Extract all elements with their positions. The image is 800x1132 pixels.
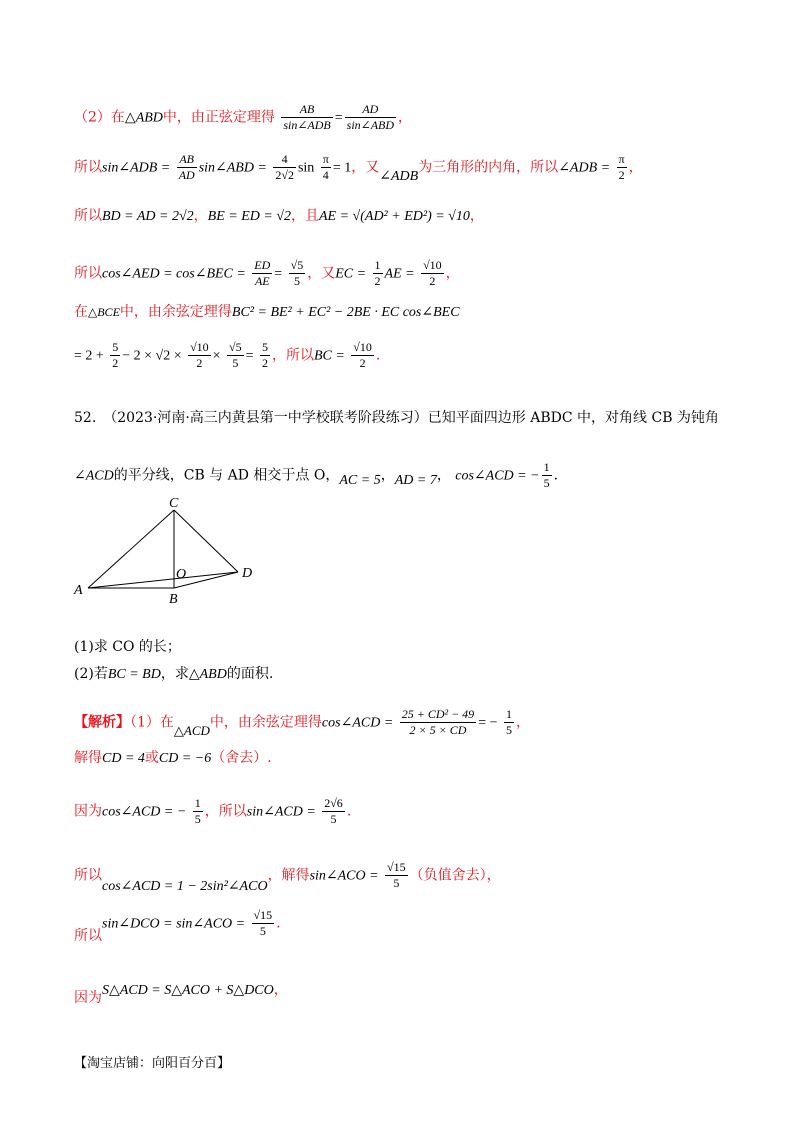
- denominator: 2: [618, 168, 625, 182]
- text: ，: [273, 982, 288, 998]
- text: 的平分线，CB 与 AD 相交于点 O，: [113, 467, 340, 484]
- text: 因为: [74, 990, 102, 1006]
- text: 所以: [74, 159, 102, 176]
- denominator: 2: [374, 274, 381, 288]
- solution-line2: [74, 748, 272, 769]
- text: ，所以: [204, 803, 247, 820]
- text: 的面积.: [226, 666, 274, 682]
- math: AD = 7: [394, 472, 437, 488]
- numerator: 1: [194, 796, 201, 810]
- denominator: 2: [429, 274, 436, 288]
- math: AC = 5: [339, 472, 381, 488]
- question-2: [74, 664, 273, 685]
- fraction: [188, 340, 211, 371]
- math: sin∠ABD =: [198, 160, 267, 176]
- text: （1）在: [130, 714, 174, 731]
- fraction: [351, 340, 374, 371]
- label-C: C: [169, 496, 179, 511]
- text: .: [276, 915, 281, 932]
- numerator: √10: [353, 340, 372, 354]
- text: （2）在: [74, 109, 125, 126]
- denominator: 5: [505, 723, 512, 737]
- denominator: 2: [359, 356, 366, 370]
- denominator: 2: [196, 356, 203, 370]
- numerator: 1: [374, 258, 381, 272]
- denominator: 2 × 5 × CD: [409, 723, 467, 737]
- text: 中，由余弦定理得: [209, 714, 322, 731]
- numerator: √5: [229, 340, 242, 354]
- denominator: AE: [254, 274, 270, 288]
- fraction: [110, 340, 120, 371]
- math: BC² = BE² + EC² − 2BE · EC cos∠BEC: [231, 305, 460, 320]
- numerator: π: [322, 152, 329, 166]
- fraction: [289, 258, 306, 289]
- math: S△ACD = S△ACO + S△DCO: [102, 983, 274, 998]
- math: − 2 × √2 ×: [122, 348, 182, 364]
- denominator: 5: [330, 812, 337, 826]
- text: 所以: [74, 265, 102, 282]
- math: sin∠ACO =: [309, 868, 379, 884]
- fraction: [617, 152, 627, 183]
- segment-CD: [174, 510, 238, 572]
- text: 为三角形的内角，所以: [418, 159, 559, 176]
- denominator: 2√2: [275, 168, 294, 182]
- math: cos∠ACD = 1 − 2sin²∠ACO: [102, 878, 268, 894]
- solution-line5: [74, 908, 281, 944]
- text: ，: [515, 714, 530, 731]
- denominator: 2: [112, 356, 119, 370]
- numerator: 4: [273, 152, 296, 168]
- text: ，: [628, 159, 643, 176]
- text: 解得: [74, 750, 102, 766]
- question-1: [74, 637, 181, 657]
- fraction: [193, 796, 203, 827]
- math: CD = 4: [102, 751, 145, 766]
- math: AE =: [384, 266, 415, 282]
- text: ，又: [351, 159, 380, 176]
- math: EC =: [335, 266, 367, 282]
- math: cos∠AED = cos∠BEC =: [102, 266, 246, 282]
- text: ，: [436, 467, 451, 484]
- denominator: 2: [261, 356, 268, 370]
- triangle-label: △ABD: [124, 110, 163, 126]
- text: 所以: [74, 208, 102, 224]
- text: ，解得: [267, 867, 310, 884]
- text: 或: [144, 750, 159, 766]
- fraction: [252, 258, 272, 289]
- numerator: AB: [177, 152, 197, 168]
- sol2-line4: [74, 258, 460, 289]
- math: △ABD: [188, 667, 227, 682]
- denominator: 5: [259, 924, 266, 938]
- numerator: π: [618, 152, 625, 166]
- denominator: 5: [194, 812, 201, 826]
- text: ，: [193, 208, 208, 224]
- numerator: 25 + CD² − 49: [401, 707, 475, 721]
- math: BC =: [313, 348, 345, 364]
- sol2-line3: [74, 206, 484, 227]
- text: ，: [445, 265, 460, 282]
- triangle-label: △BCE: [88, 305, 120, 319]
- math: = −: [478, 715, 498, 731]
- sol2-line1: [74, 102, 412, 133]
- denominator: sin∠ABD: [346, 118, 395, 132]
- denominator: 5: [543, 476, 550, 490]
- sol2-line6: [74, 340, 380, 371]
- math: BD = AD = 2√2: [102, 209, 194, 224]
- numerator: AB: [281, 102, 332, 118]
- text: .: [553, 467, 559, 484]
- text: 所以: [74, 927, 102, 944]
- fraction: [322, 796, 345, 827]
- fraction: [273, 152, 296, 183]
- fraction: [252, 908, 275, 939]
- text: 所以: [74, 867, 102, 884]
- numerator: AD: [345, 102, 396, 118]
- problem52-statement-line2: [74, 460, 558, 491]
- sol2-line5: [74, 302, 460, 323]
- solution-line6: [74, 980, 288, 1006]
- equals: =: [334, 110, 343, 126]
- math: = 1: [332, 160, 352, 176]
- math: cos∠ACD = −: [102, 804, 187, 820]
- numerator: ED: [254, 258, 271, 272]
- label-B: B: [169, 592, 178, 605]
- math: CD = −6: [158, 751, 212, 766]
- solution-line3: [74, 796, 351, 827]
- text: ，又: [307, 265, 336, 282]
- segment-AC: [88, 510, 174, 588]
- fraction: [345, 102, 396, 133]
- numerator: √10: [190, 340, 209, 354]
- text: 中，由余弦定理得: [119, 304, 232, 320]
- denominator: 5: [393, 876, 400, 890]
- denominator: AD: [178, 168, 195, 182]
- label-O: O: [176, 567, 187, 582]
- text: （舍去）.: [211, 750, 272, 766]
- math: ×: [212, 348, 221, 364]
- text: 因为: [74, 803, 102, 820]
- math: sin: [297, 160, 315, 176]
- math: AE = √(AD² + ED²) = √10: [319, 209, 470, 224]
- fraction: [542, 460, 552, 491]
- analysis-tag: 【解析】: [74, 714, 130, 731]
- math: sin∠ACD =: [246, 804, 316, 820]
- math: ∠ACD: [74, 468, 114, 484]
- math: cos∠ACD = −: [455, 468, 540, 484]
- segment-AD: [88, 572, 238, 588]
- solution-line1: [74, 707, 530, 738]
- numerator: 5: [112, 340, 119, 354]
- solution-line4: [74, 860, 501, 894]
- text: 在: [74, 304, 88, 320]
- math: BC = BD: [107, 667, 161, 682]
- sol2-line2: [74, 152, 643, 183]
- fraction: [385, 860, 408, 891]
- numerator: √15: [253, 908, 273, 922]
- numerator: √5: [290, 258, 304, 272]
- denominator: sin∠ADB: [283, 118, 331, 132]
- math: ∠ADB: [379, 168, 419, 184]
- numerator: 5: [261, 340, 268, 354]
- footer-shop-label: 【淘宝店铺：向阳百分百】: [74, 1056, 231, 1071]
- text: .: [346, 803, 352, 820]
- denominator: 5: [293, 274, 300, 288]
- problem52-statement-line1: [74, 408, 719, 428]
- numerator: √10: [423, 258, 442, 272]
- fraction: [227, 340, 244, 371]
- fraction: [177, 152, 197, 183]
- math: sin∠DCO = sin∠ACO =: [102, 916, 246, 932]
- fraction: [281, 102, 332, 133]
- label-D: D: [242, 566, 253, 581]
- geometry-diagram: [70, 495, 270, 605]
- text: ，所以: [271, 347, 314, 364]
- math: ∠ADB =: [558, 160, 611, 176]
- fraction: [260, 340, 270, 371]
- text: (1)求 CO 的长；: [74, 639, 181, 655]
- text: 中，由正弦定理得: [162, 109, 275, 126]
- label-A: A: [74, 583, 83, 598]
- math: =: [274, 266, 283, 282]
- numerator: 1: [505, 707, 512, 721]
- text: ，: [398, 109, 413, 126]
- numerator: 1: [543, 460, 550, 474]
- numerator: √15: [387, 860, 406, 874]
- fraction: [373, 258, 383, 289]
- math: sin∠ADB =: [102, 160, 171, 176]
- triangle-label: △ACD: [173, 722, 210, 738]
- fraction: [400, 707, 476, 738]
- text: 52. （2023·河南·高三内黄县第一中学校联考阶段练习）已知平面四边形 ABDC 中，对角线 CB 为钝角: [74, 410, 719, 426]
- fraction: [421, 258, 444, 289]
- numerator: 2√6: [324, 796, 343, 810]
- text: ，: [380, 467, 395, 484]
- denominator: 4: [322, 168, 329, 182]
- fraction: [504, 707, 514, 738]
- text: .: [375, 347, 381, 364]
- fraction: [321, 152, 331, 183]
- denominator: 5: [232, 356, 239, 370]
- text: ，: [469, 208, 484, 224]
- text: （负值舍去），: [409, 867, 501, 884]
- text: ，且: [291, 208, 319, 224]
- math: =: [245, 348, 254, 364]
- math: BE = ED = √2: [207, 209, 291, 224]
- text: (2)若: [74, 666, 108, 682]
- text: ，求: [160, 666, 189, 682]
- math: = 2 +: [74, 348, 104, 364]
- math: cos∠ACD =: [321, 715, 394, 731]
